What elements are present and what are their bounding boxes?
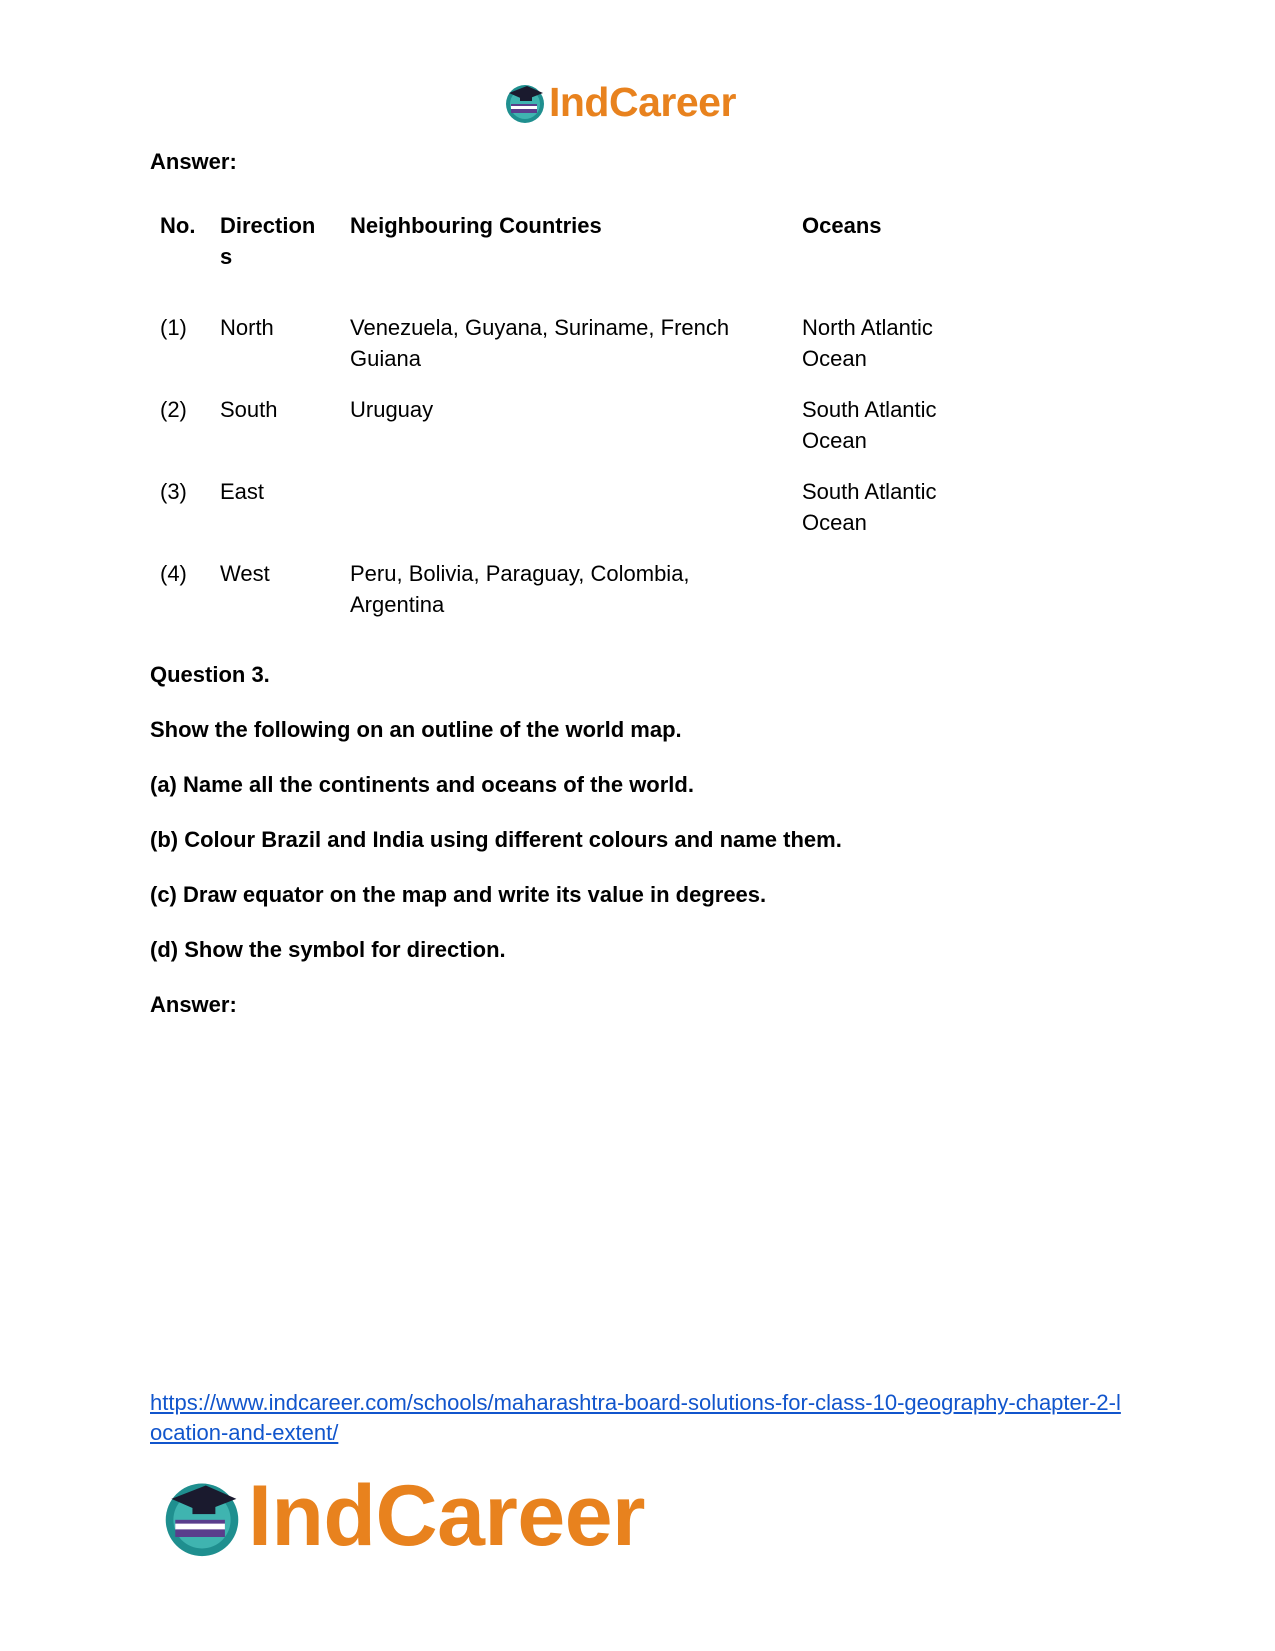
table-row [150, 394, 972, 476]
row-direction: West [220, 561, 270, 586]
header-no: No. [160, 213, 196, 238]
row-countries: Venezuela, Guyana, Suriname, French Guiana [350, 315, 730, 371]
row-ocean: South Atlantic Ocean [802, 397, 937, 453]
graduation-book-globe-icon [160, 1474, 244, 1558]
row-ocean [792, 558, 972, 640]
row-no: (4) [160, 561, 187, 586]
answer-label-2: Answer: [150, 992, 237, 1017]
footer-logo [160, 1466, 645, 1566]
source-link[interactable]: https://www.indcareer.com/schools/maharashtra-board-solutions-for-class-10-geography-chapter-2-location-and-extent/ [150, 1390, 1121, 1445]
graduation-book-globe-icon [503, 80, 547, 124]
answer-label: Answer: [150, 149, 237, 174]
directions-table [150, 210, 972, 640]
question-part-a: (a) Name all the continents and oceans of the world. [150, 772, 694, 797]
question-part-c: (c) Draw equator on the map and write its value in degrees. [150, 882, 767, 907]
header-logo [503, 78, 736, 126]
table-header-row [150, 210, 972, 312]
header-directions: Direction s [220, 213, 316, 269]
table-row [150, 558, 972, 640]
row-direction: North [220, 315, 274, 340]
header-countries: Neighbouring Countries [350, 213, 602, 238]
row-direction: East [220, 479, 265, 504]
question-title: Question 3. [150, 662, 270, 687]
row-countries: Uruguay [350, 397, 434, 422]
question-part-d: (d) Show the symbol for direction. [150, 937, 506, 962]
row-countries: Peru, Bolivia, Paraguay, Colombia, Argentina [350, 561, 690, 617]
row-ocean: North Atlantic Ocean [802, 315, 933, 371]
row-no: (1) [160, 315, 187, 340]
table-row [150, 312, 972, 394]
question-part-b: (b) Colour Brazil and India using different colours and name them. [150, 827, 842, 852]
row-no: (3) [160, 479, 187, 504]
row-countries [340, 476, 792, 558]
row-ocean: South Atlantic Ocean [802, 479, 937, 535]
header-oceans: Oceans [802, 213, 882, 238]
footer-logo-text: IndCareer [248, 1468, 645, 1564]
row-no: (2) [160, 397, 187, 422]
row-direction: South [220, 397, 278, 422]
question-prompt: Show the following on an outline of the world map. [150, 717, 682, 742]
table-row [150, 476, 972, 558]
header-logo-text: IndCareer [549, 79, 736, 125]
